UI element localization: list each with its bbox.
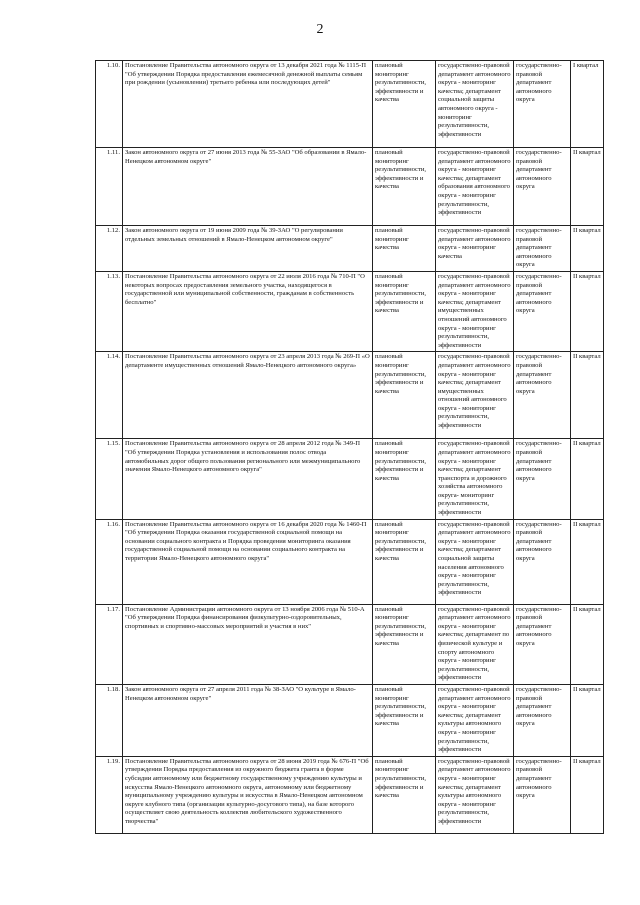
- row-number: 1.10.: [96, 61, 123, 148]
- activity-type-cell: плановый мониторинг результативности, эффективности и качества: [373, 519, 436, 604]
- table-row: [96, 519, 604, 604]
- coexecutor-cell: государственно-правовой департамент автономного округа: [514, 352, 571, 439]
- coexecutor-cell: государственно-правовой департамент автономного округа: [514, 61, 571, 148]
- term-cell: II квартал: [571, 756, 604, 833]
- term-cell: II квартал: [571, 271, 604, 351]
- legal-act-cell: Закон автономного округа от 27 июня 2013 года № 55-ЗАО "Об образовании в Ямало-Ненецком автономном округе": [123, 148, 373, 226]
- legal-act-cell: Постановление Правительства автономного округа от 16 декабря 2020 года № 1460-П "Об утверждении Порядка оказания государственной социальной помощи на основании социального контракта и Порядка проведения мониторинга оказания государственной социальной помощи на основании социального контракта на территории Ямало-Ненецкого автономного округа": [123, 519, 373, 604]
- executor-cell: государственно-правовой департамент автономного округа - мониторинг качества; департамент социальной защиты автономного округа - мониторинг результативности, эффективности: [436, 61, 514, 148]
- activity-type-cell: плановый мониторинг результативности, эффективности и качества: [373, 148, 436, 226]
- executor-cell: государственно-правовой департамент автономного округа - мониторинг качества; департамент культуры автономного округа - мониторинг результативности, эффективности: [436, 685, 514, 757]
- table-row: [96, 271, 604, 351]
- table-row: [96, 685, 604, 757]
- executor-cell: государственно-правовой департамент автономного округа - мониторинг качества; департамент имущественных отношений автономного округа - мониторинг результативности, эффективности: [436, 271, 514, 351]
- coexecutor-cell: государственно-правовой департамент автономного округа: [514, 519, 571, 604]
- monitoring-plan-table: [95, 60, 604, 834]
- term-cell: II квартал: [571, 685, 604, 757]
- activity-type-cell: плановый мониторинг результативности, эффективности и качества: [373, 756, 436, 833]
- term-cell: I квартал: [571, 61, 604, 148]
- table-row: [96, 226, 604, 272]
- executor-cell: государственно-правовой департамент автономного округа - мониторинг качества; департамент культуры автономного округа - мониторинг результативности, эффективности: [436, 756, 514, 833]
- term-cell: II квартал: [571, 352, 604, 439]
- activity-type-cell: плановый мониторинг результативности, эффективности и качества: [373, 685, 436, 757]
- row-number: 1.14.: [96, 352, 123, 439]
- row-number: 1.16.: [96, 519, 123, 604]
- coexecutor-cell: государственно-правовой департамент автономного округа: [514, 756, 571, 833]
- row-number: 1.17.: [96, 604, 123, 684]
- term-cell: II квартал: [571, 226, 604, 272]
- coexecutor-cell: государственно-правовой департамент автономного округа: [514, 604, 571, 684]
- legal-act-cell: Постановление Правительства автономного округа от 13 декабря 2021 года № 1115-П "Об утверждении Порядка предоставления ежемесячной денежной выплаты семьям при рождении (усыновлении) третьего ребенка или последующих детей": [123, 61, 373, 148]
- activity-type-cell: плановый мониторинг результативности, эффективности и качества: [373, 439, 436, 519]
- table-row: [96, 61, 604, 148]
- legal-act-cell: Закон автономного округа от 19 июня 2009 года № 39-ЗАО "О регулировании отдельных земельных отношений в Ямало-Ненецком автономном округе": [123, 226, 373, 272]
- term-cell: II квартал: [571, 439, 604, 519]
- row-number: 1.11.: [96, 148, 123, 226]
- table-row: [96, 352, 604, 439]
- coexecutor-cell: государственно-правовой департамент автономного округа: [514, 226, 571, 272]
- activity-type-cell: плановый мониторинг результативности, эффективности и качества: [373, 271, 436, 351]
- coexecutor-cell: государственно-правовой департамент автономного округа: [514, 685, 571, 757]
- term-cell: II квартал: [571, 148, 604, 226]
- coexecutor-cell: государственно-правовой департамент автономного округа: [514, 271, 571, 351]
- executor-cell: государственно-правовой департамент автономного округа - мониторинг качества; департамент образования автономного округа - мониторинг результативности, эффективности: [436, 148, 514, 226]
- term-cell: II квартал: [571, 519, 604, 604]
- executor-cell: государственно-правовой департамент автономного округа - мониторинг качества; департамент социальной защиты населения автономного округа - мониторинг результативности, эффективности: [436, 519, 514, 604]
- row-number: 1.12.: [96, 226, 123, 272]
- legal-act-cell: Закон автономного округа от 27 апреля 2011 года № 38-ЗАО "О культуре в Ямало-Ненецком автономном округе": [123, 685, 373, 757]
- row-number: 1.18.: [96, 685, 123, 757]
- table-row: [96, 604, 604, 684]
- legal-act-cell: Постановление Правительства автономного округа от 28 июня 2019 года № 676-П "Об утверждении Порядка предоставления из окружного бюджета гранта в форме субсидии автономному или бюджетному государственному учреждению культуры и искусства Ямало-Ненецкого автономного округа, автономному или бюджетному муниципальному учреждению культуры и искусства в Ямало-Ненецком автономном округе клубного типа (организации культурно-досугового типа), на базе которого осуществляет свою деятельность коллектив любительского художественного творчества": [123, 756, 373, 833]
- executor-cell: государственно-правовой департамент автономного округа - мониторинг качества; департамент по физической культуре и спорту автономного округа - мониторинг результативности, эффективности: [436, 604, 514, 684]
- legal-act-cell: Постановление Администрации автономного округа от 13 ноября 2006 года № 510-А "Об утверждении Порядка финансирования физкультурно-оздоровительных, спортивных и спортивно-массовых мероприятий и участия в них": [123, 604, 373, 684]
- term-cell: II квартал: [571, 604, 604, 684]
- table-row: [96, 756, 604, 833]
- legal-act-cell: Постановление Правительства автономного округа от 28 апреля 2012 года № 349-П "Об утверждении Порядка установления и использования полос отвода автомобильных дорог общего пользования регионального или межмуниципального значения Ямало-Ненецкого автономного округа": [123, 439, 373, 519]
- row-number: 1.15.: [96, 439, 123, 519]
- executor-cell: государственно-правовой департамент автономного округа - мониторинг качества: [436, 226, 514, 272]
- legal-act-cell: Постановление Правительства автономного округа от 22 июля 2016 года № 710-П "О некоторых вопросах предоставления земельного участка, находящегося в государственной или муниципальной собственности, гражданам в собственность бесплатно": [123, 271, 373, 351]
- legal-act-cell: Постановление Правительства автономного округа от 23 апреля 2013 года № 269-П «О департаменте имущественных отношений Ямало-Ненецкого автономного округа»: [123, 352, 373, 439]
- coexecutor-cell: государственно-правовой департамент автономного округа: [514, 439, 571, 519]
- activity-type-cell: плановый мониторинг качества: [373, 226, 436, 272]
- activity-type-cell: плановый мониторинг результативности, эффективности и качества: [373, 61, 436, 148]
- coexecutor-cell: государственно-правовой департамент автономного округа: [514, 148, 571, 226]
- activity-type-cell: плановый мониторинг результативности, эффективности и качества: [373, 352, 436, 439]
- executor-cell: государственно-правовой департамент автономного округа - мониторинг качества; департамент транспорта и дорожного хозяйства автономного округа- мониторинг результативности, эффективности: [436, 439, 514, 519]
- row-number: 1.13.: [96, 271, 123, 351]
- page-number: 2: [316, 22, 324, 37]
- table-row: [96, 148, 604, 226]
- executor-cell: государственно-правовой департамент автономного округа - мониторинг качества; департамент имущественных отношений автономного округа - мониторинг результативности, эффективности: [436, 352, 514, 439]
- table-row: [96, 439, 604, 519]
- activity-type-cell: плановый мониторинг результативности, эффективности и качества: [373, 604, 436, 684]
- row-number: 1.19.: [96, 756, 123, 833]
